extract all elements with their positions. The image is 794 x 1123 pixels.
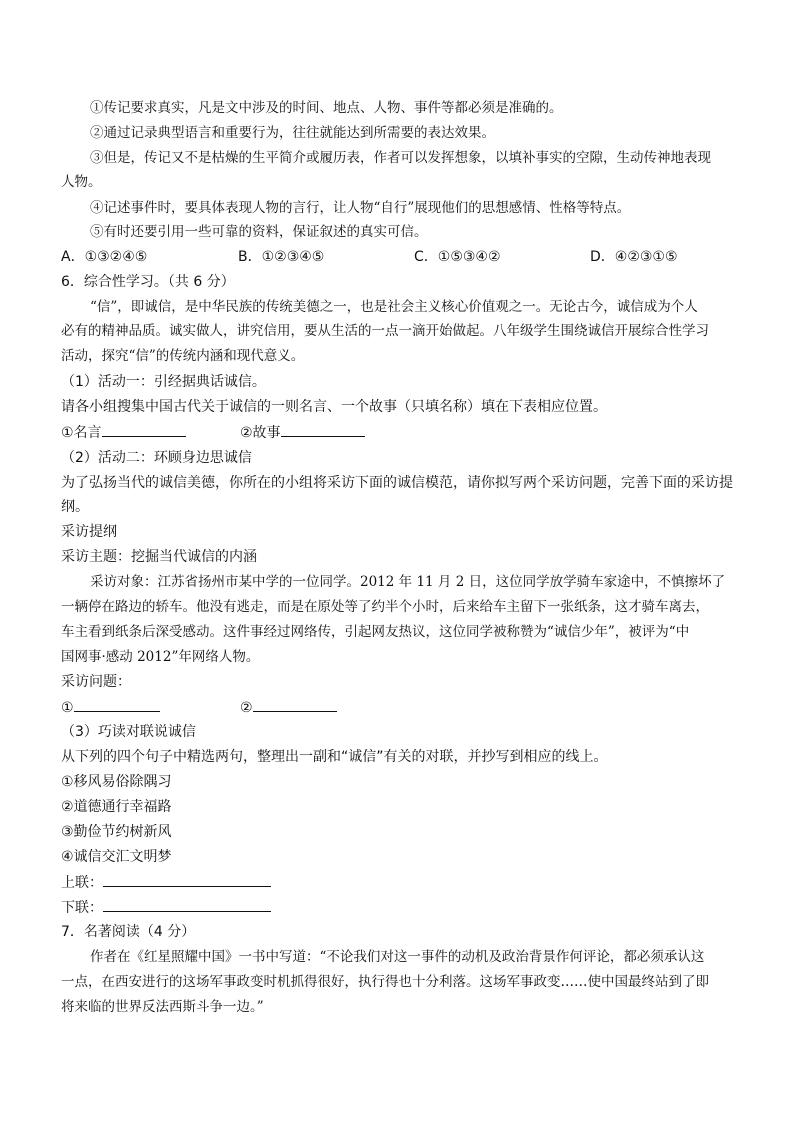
q5-statement-4: ④记述事件时，要具体表现人物的言行，让人物“自行”展现他们的思想感情、性格等特点。 <box>90 200 631 216</box>
q6-activity2-text-1: 为了弘扬当代的诚信美德，你所在的小组将采访下面的诚信模范，请你拟写两个采访问题，完善下面的采访提 <box>61 475 733 491</box>
q6-interviewee-line-2: 一辆停在路边的轿车。他没有逃走，而是在原处等了约半个小时，后来给车主留下一张纸条，这才骑车离去， <box>61 599 709 615</box>
q6-intro-line-1: “信”，即诚信，是中华民族的传统美德之一，也是社会主义核心价值观之一。无论古今，诚信成为个人 <box>90 299 698 315</box>
q6-outline-heading: 采访提纲 <box>61 524 117 540</box>
q6-couplet-option-2: ②道德通行幸福路 <box>61 799 172 815</box>
q6-activity2-title: （2）活动二：环顾身边思诚信 <box>61 450 252 466</box>
q6-upper-blank[interactable] <box>103 872 271 887</box>
q6-couplet-option-4: ④诚信交汇文明梦 <box>61 849 172 865</box>
q7-paragraph-line-3: 将来临的世界反法西斯斗争一边。” <box>61 999 264 1015</box>
q6-upper-label: 上联： <box>61 875 103 891</box>
q6-activity1-title: （1）活动一：引经据典话诚信。 <box>61 374 266 390</box>
q5-option-d[interactable]: D．④②③①⑤ <box>590 249 678 265</box>
q6-intro-line-2: 必有的精神品质。诚实做人，讲究信用，要从生活的一点一滴开始做起。八年级学生围绕诚信开展综合性学习 <box>61 323 709 339</box>
q6-question-2 <box>240 697 337 718</box>
q5-option-a[interactable]: A．①③②④⑤ <box>61 249 148 265</box>
q6-couplet-option-3: ③勤俭节约树新风 <box>61 824 172 840</box>
q6-lower-blank[interactable] <box>103 897 271 912</box>
q6-interview-questions-label: 采访问题： <box>61 674 131 690</box>
q6-couplet-option-1: ①移风易俗除隅习 <box>61 774 172 790</box>
q6-quote-answer <box>61 422 186 443</box>
q6-lower-couplet <box>61 897 271 918</box>
q6-question-1 <box>61 697 160 718</box>
q6-interviewee-line-3: 车主看到纸条后深受感动。这件事经过网络传，引起网友热议，这位同学被称赞为“诚信少年”，被评为“中 <box>61 624 690 640</box>
q6-question-1-blank[interactable] <box>74 697 160 712</box>
q6-upper-couplet <box>61 872 271 893</box>
q5-statement-3a: ③但是，传记又不是枯燥的生平简介或履历表，作者可以发挥想象，以填补事实的空隙，生动传神地表现 <box>90 150 711 166</box>
q6-activity1-text: 请各小组搜集中国古代关于诚信的一则名言、一个故事（只填名称）填在下表相应位置。 <box>61 399 607 415</box>
q6-activity3-title: （3）巧读对联说诚信 <box>61 724 196 740</box>
q6-interviewee-line-4: 国网事·感动 2012”年网络人物。 <box>61 649 260 665</box>
q6-question-2-label: ② <box>240 700 253 716</box>
q6-quote-label: ①名言 <box>61 425 102 441</box>
q6-question-2-blank[interactable] <box>253 697 337 712</box>
q5-statement-5: ⑤有时还要引用一些可靠的资料，保证叙述的真实可信。 <box>90 224 428 240</box>
q6-interview-theme: 采访主题：挖掘当代诚信的内涵 <box>61 549 257 565</box>
q7-title: 7．名著阅读（4 分） <box>61 924 196 940</box>
q5-option-c[interactable]: C．①⑤③④② <box>414 249 501 265</box>
q5-statement-3b: 人物。 <box>61 174 102 190</box>
q5-statement-2: ②通过记录典型语言和重要行为，往往就能达到所需要的表达效果。 <box>90 125 495 141</box>
q5-statement-1: ①传记要求真实，凡是文中涉及的时间、地点、人物、事件等都必须是准确的。 <box>90 100 563 116</box>
q6-lower-label: 下联： <box>61 900 103 916</box>
q5-option-b[interactable]: B．①②③④⑤ <box>238 249 325 265</box>
q6-title: 6．综合性学习。（共 6 分） <box>61 274 235 290</box>
q6-question-1-label: ① <box>61 700 74 716</box>
q7-paragraph-line-1: 作者在《红星照耀中国》一书中写道：“不论我们对这一事件的动机及政治背景作何评论，都必须承认这 <box>90 949 705 965</box>
q7-paragraph-line-2: 一点，在西安进行的这场军事政变时机抓得很好，执行得也十分利落。这场军事政变……使中国最终站到了即 <box>61 974 709 990</box>
q6-interviewee-line-1: 采访对象：江苏省扬州市某中学的一位同学。2012 年 11 月 2 日，这位同学放学骑车家途中，不慎擦坏了 <box>90 574 726 590</box>
q6-quote-blank[interactable] <box>102 422 186 437</box>
q6-story-blank[interactable] <box>281 422 365 437</box>
q6-story-answer <box>240 422 365 443</box>
q6-intro-line-3: 活动，探究“信”的传统内涵和现代意义。 <box>61 348 305 364</box>
q6-story-label: ②故事 <box>240 425 281 441</box>
q6-activity2-text-2: 纲。 <box>61 499 89 515</box>
q6-activity3-text: 从下列的四个句子中精选两句，整理出一副和“诚信”有关的对联，并抄写到相应的线上。 <box>61 749 608 765</box>
